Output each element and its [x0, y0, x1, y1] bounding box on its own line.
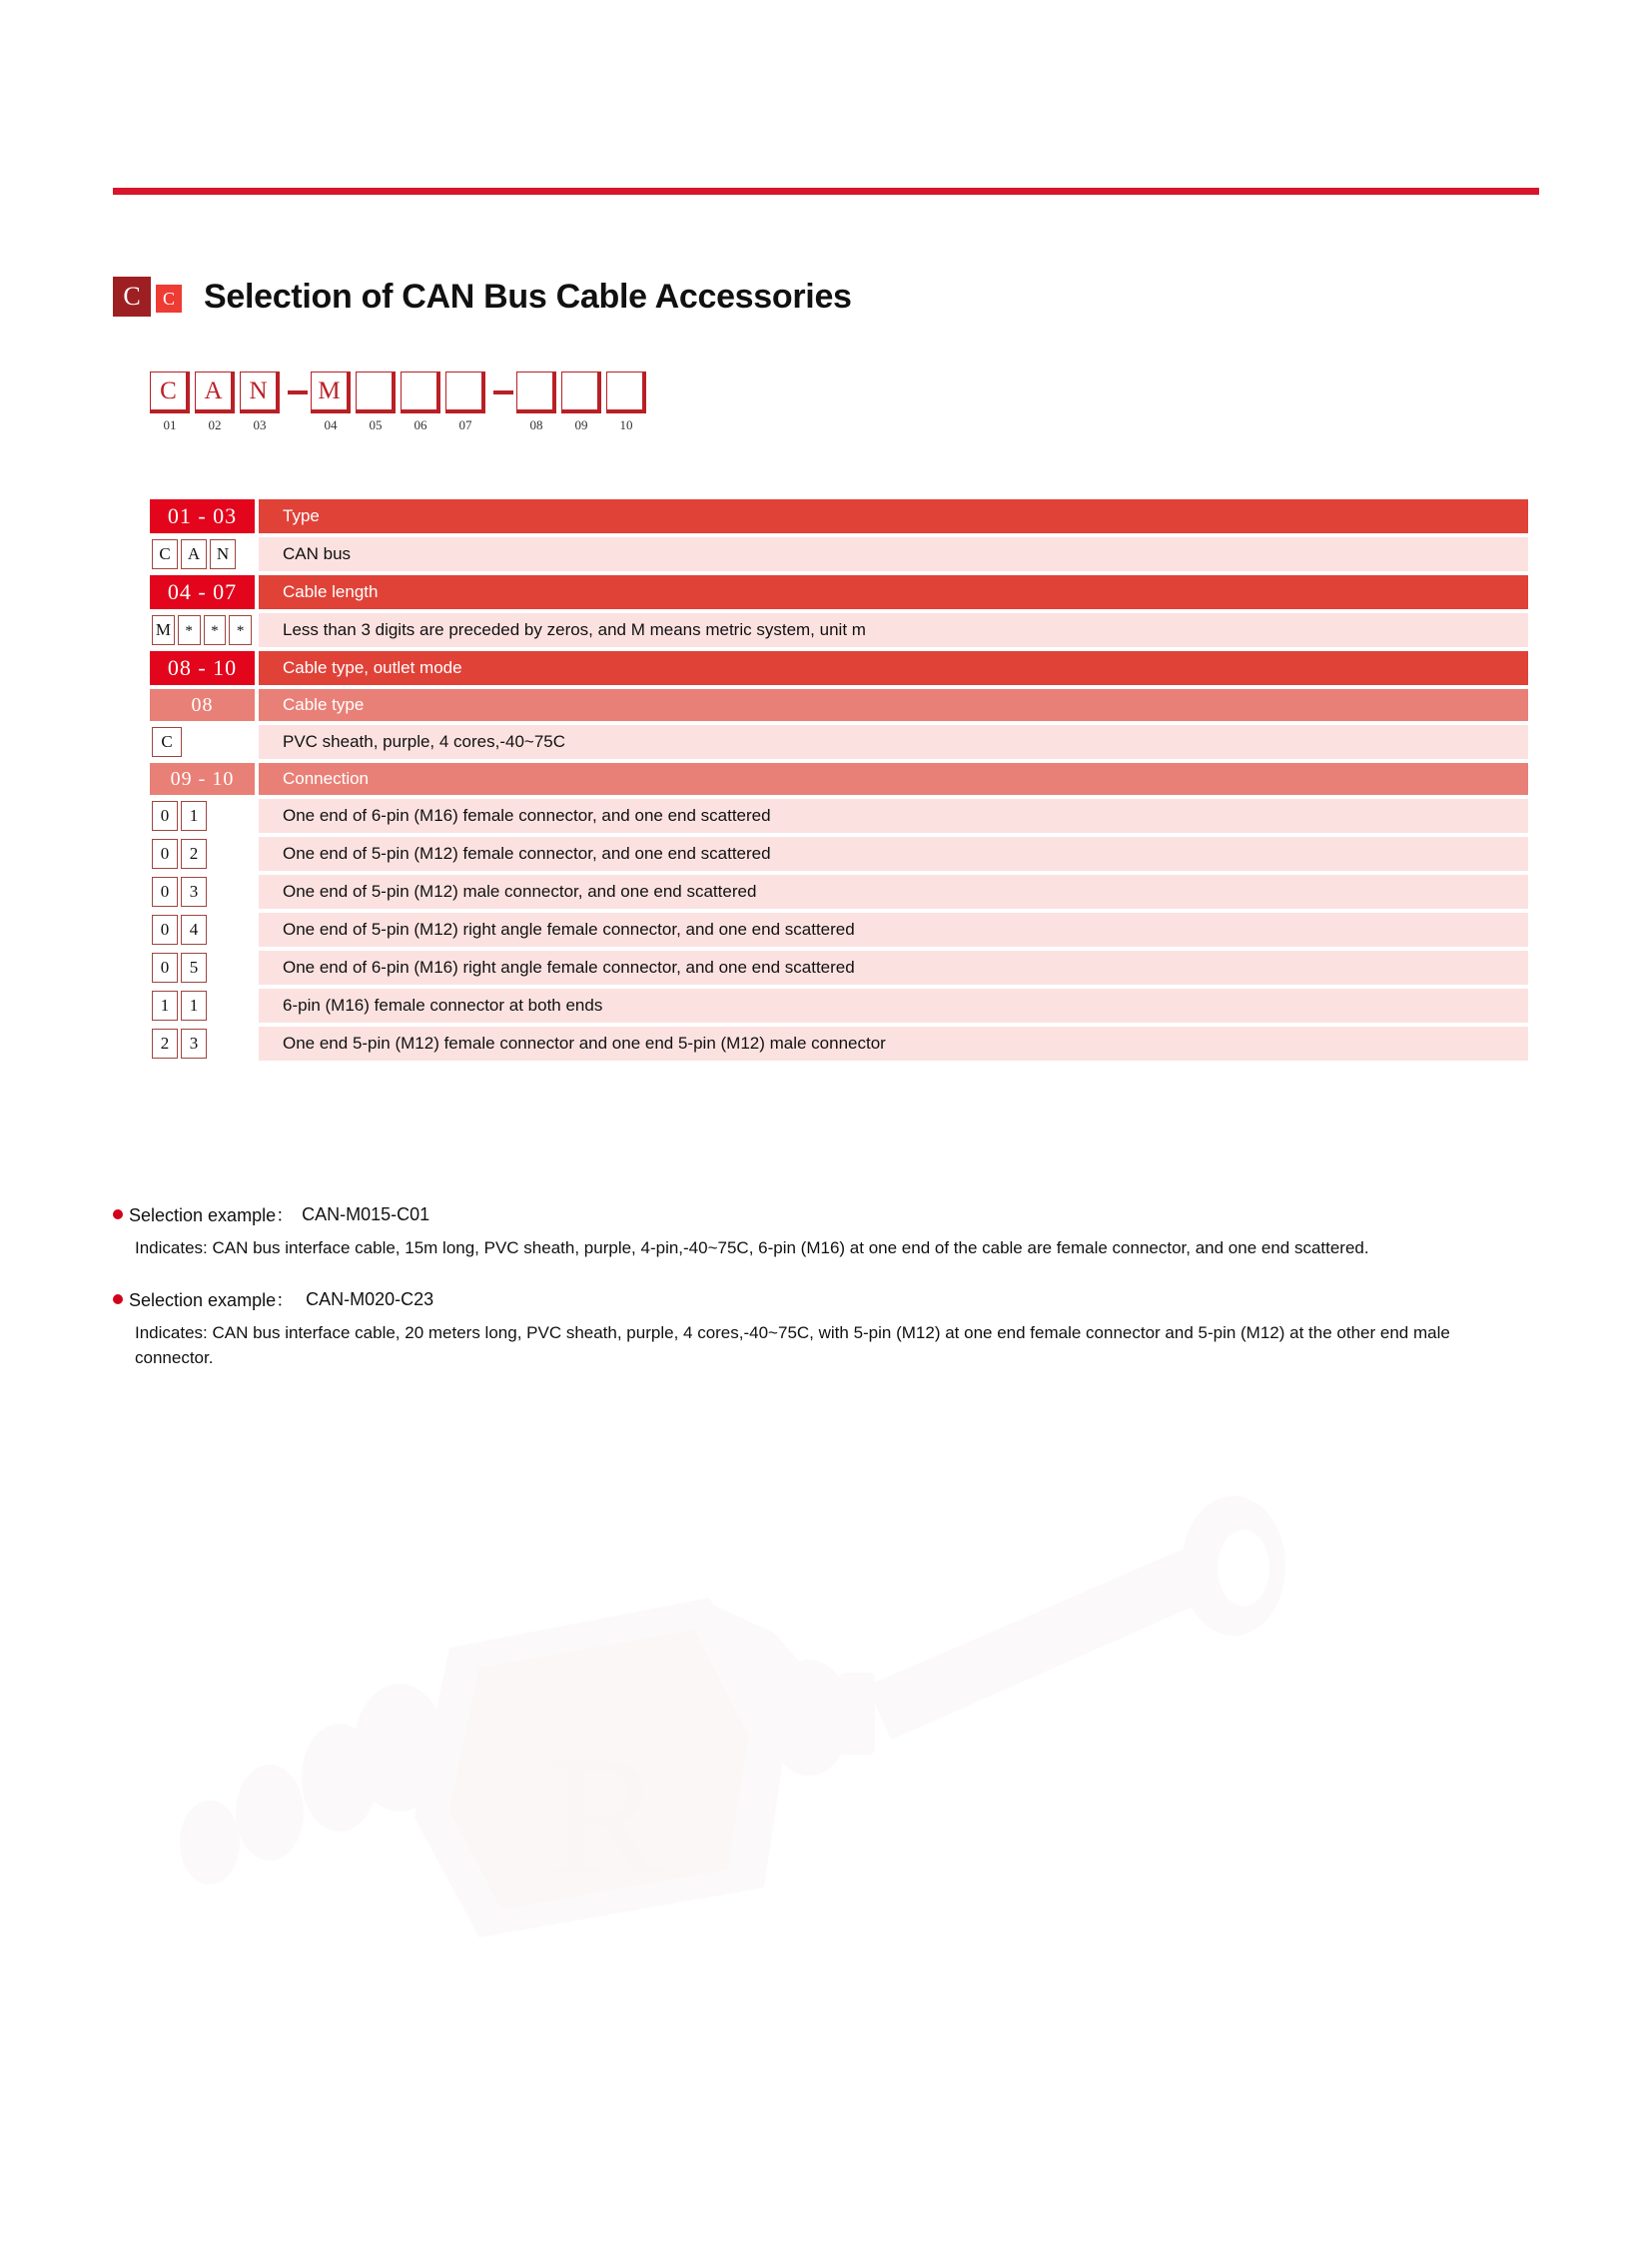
row-description: One end of 6-pin (M16) right angle female connector, and one end scattered: [259, 951, 1528, 985]
code-box-05: [356, 372, 396, 413]
top-rule-divider: [113, 188, 1539, 195]
code-box-03: N: [240, 372, 280, 413]
bullet-icon: [113, 1209, 123, 1219]
selection-example-2-head: [113, 1286, 1531, 1312]
row-code-box: 2: [181, 839, 207, 869]
selection-example-2-body: Indicates: CAN bus interface cable, 20 meters long, PVC sheath, purple, 4 cores,-40~75C, with 5-pin (M12) at one end female connector and 5-pin (M12) at the other end male connector.: [135, 1323, 1450, 1367]
row-code-group: [150, 799, 255, 833]
code-box-04: M: [311, 372, 351, 413]
row-description: One end 5-pin (M12) female connector and one end 5-pin (M12) male connector: [259, 1027, 1528, 1061]
code-index-08: 08: [529, 417, 543, 432]
section-key-type: 01 - 03: [150, 499, 255, 533]
page-title-row: [113, 277, 852, 317]
section-header-type: [150, 499, 1528, 533]
subsection-label-cable-type: Cable type: [259, 689, 1528, 721]
selection-example-1-label: Selection example：: [129, 1205, 295, 1225]
code-box-10: [606, 372, 646, 413]
section-label-cable-length: Cable length: [259, 575, 1528, 609]
code-separator-dash-1: [285, 372, 311, 413]
section-badge-dark: C: [113, 277, 151, 317]
subsection-label-connection: Connection: [259, 763, 1528, 795]
code-cell-10: [606, 372, 646, 433]
row-code-box: C: [152, 727, 182, 757]
selection-example-1: [113, 1201, 1531, 1260]
section-label-type: Type: [259, 499, 1528, 533]
table-row: [150, 875, 1528, 909]
code-index-07: 07: [458, 417, 472, 432]
part-number-diagram: [150, 372, 651, 433]
row-code-box: *: [178, 615, 201, 645]
row-code-box: M: [152, 615, 175, 645]
section-header-cable-length: [150, 575, 1528, 609]
code-index-04: 04: [324, 417, 338, 432]
row-code-box: 1: [181, 991, 207, 1021]
row-code-box: 0: [152, 801, 178, 831]
code-box-06: [401, 372, 440, 413]
code-index-09: 09: [574, 417, 588, 432]
selection-example-1-body: Indicates: CAN bus interface cable, 15m long, PVC sheath, purple, 4-pin,-40~75C, 6-pin (M16) at one end of the cable are female connector, and one end scattered.: [135, 1238, 1369, 1257]
row-code-group: [150, 725, 255, 759]
specification-table: [150, 499, 1528, 1065]
code-cell-04: [311, 372, 351, 433]
row-code-group: [150, 537, 255, 571]
selection-example-1-code: CAN-M015-C01: [302, 1203, 430, 1224]
table-row: [150, 1027, 1528, 1061]
row-code-box: A: [181, 539, 207, 569]
row-description: 6-pin (M16) female connector at both ends: [259, 989, 1528, 1023]
code-index-10: 10: [619, 417, 633, 432]
table-row: [150, 613, 1528, 647]
code-box-01: C: [150, 372, 190, 413]
row-code-box: 4: [181, 915, 207, 945]
subsection-header-cable-type: [150, 689, 1528, 721]
row-description: One end of 5-pin (M12) female connector, and one end scattered: [259, 837, 1528, 871]
code-box-02: A: [195, 372, 235, 413]
row-code-box: C: [152, 539, 178, 569]
row-code-box: 5: [181, 953, 207, 983]
table-row: [150, 725, 1528, 759]
section-label-cable-type-outlet: Cable type, outlet mode: [259, 651, 1528, 685]
section-header-cable-type-outlet: [150, 651, 1528, 685]
selection-examples: [113, 1201, 1531, 1396]
row-code-box: 0: [152, 839, 178, 869]
code-cell-01: [150, 372, 190, 433]
section-badge-light: C: [156, 285, 182, 313]
row-code-group: [150, 837, 255, 871]
subsection-key-cable-type: 08: [150, 689, 255, 721]
code-index-05: 05: [369, 417, 383, 432]
table-row: [150, 799, 1528, 833]
code-box-09: [561, 372, 601, 413]
table-row: [150, 537, 1528, 571]
table-row: [150, 913, 1528, 947]
row-description: One end of 5-pin (M12) right angle female connector, and one end scattered: [259, 913, 1528, 947]
code-index-06: 06: [413, 417, 427, 432]
row-code-box: 2: [152, 1029, 178, 1059]
code-cell-03: [240, 372, 280, 433]
code-separator-dash-2: [490, 372, 516, 413]
row-description: Less than 3 digits are preceded by zeros, and M means metric system, unit m: [259, 613, 1528, 647]
selection-example-1-head: [113, 1201, 1531, 1227]
section-key-cable-length: 04 - 07: [150, 575, 255, 609]
subsection-key-connection: 09 - 10: [150, 763, 255, 795]
code-box-07: [445, 372, 485, 413]
selection-example-2-code: CAN-M020-C23: [306, 1288, 434, 1309]
selection-example-2-label: Selection example：: [129, 1290, 295, 1310]
row-code-box: 0: [152, 877, 178, 907]
row-code-box: *: [229, 615, 252, 645]
subsection-header-connection: [150, 763, 1528, 795]
code-index-01: 01: [163, 417, 177, 432]
row-code-box: 3: [181, 877, 207, 907]
bullet-icon: [113, 1294, 123, 1304]
code-index-03: 03: [253, 417, 267, 432]
row-description: CAN bus: [259, 537, 1528, 571]
page-title: Selection of CAN Bus Cable Accessories: [204, 277, 852, 316]
row-code-box: 1: [152, 991, 178, 1021]
code-box-08: [516, 372, 556, 413]
row-description: One end of 6-pin (M16) female connector, and one end scattered: [259, 799, 1528, 833]
row-code-group: [150, 989, 255, 1023]
row-code-group: [150, 913, 255, 947]
code-cell-07: [445, 372, 485, 433]
row-code-box: *: [204, 615, 227, 645]
row-code-box: 0: [152, 953, 178, 983]
code-cell-08: [516, 372, 556, 433]
row-code-box: 1: [181, 801, 207, 831]
row-code-group: [150, 951, 255, 985]
code-index-02: 02: [208, 417, 222, 432]
row-code-group: [150, 613, 255, 647]
table-row: [150, 989, 1528, 1023]
code-cell-06: [401, 372, 440, 433]
row-code-group: [150, 875, 255, 909]
table-row: [150, 837, 1528, 871]
table-row: [150, 951, 1528, 985]
row-description: PVC sheath, purple, 4 cores,-40~75C: [259, 725, 1528, 759]
row-code-box: 3: [181, 1029, 207, 1059]
code-cell-09: [561, 372, 601, 433]
row-description: One end of 5-pin (M12) male connector, and one end scattered: [259, 875, 1528, 909]
code-cell-02: [195, 372, 235, 433]
row-code-box: N: [210, 539, 236, 569]
selection-example-2: [113, 1286, 1531, 1370]
code-cell-05: [356, 372, 396, 433]
section-key-cable-type-outlet: 08 - 10: [150, 651, 255, 685]
row-code-group: [150, 1027, 255, 1061]
row-code-box: 0: [152, 915, 178, 945]
